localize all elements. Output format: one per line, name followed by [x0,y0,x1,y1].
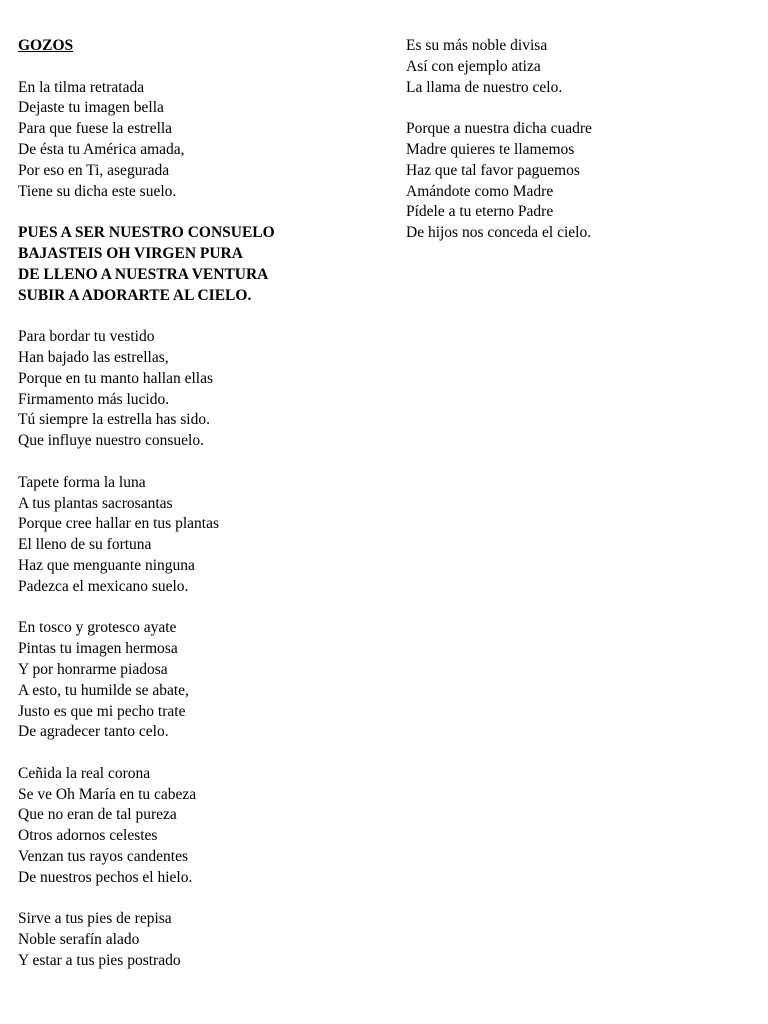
verse-line: Porque a nuestra dicha cuadre [406,120,592,138]
verse-line: De ésta tu América amada, [18,140,185,158]
right-stanzas [406,36,746,244]
verse-line: Porque en tu manto hallan ellas [18,369,213,387]
verse-line: Y estar a tus pies postrado [18,952,181,970]
verse-line: DE LLENO A NUESTRA VENTURA [18,265,269,283]
left-stanzas [18,78,388,972]
verse-line: De nuestros pechos el hielo. [18,868,193,886]
stanza [406,119,746,244]
verse-line: Padezca el mexicano suelo. [18,577,189,595]
verse-line: La llama de nuestro celo. [406,78,563,96]
verse-line: De agradecer tanto celo. [18,723,169,741]
verse-line: Y por honrarme piadosa [18,660,168,678]
stanza [18,764,388,889]
verse-line: El lleno de su fortuna [18,536,152,554]
verse-line: Firmamento más lucido. [18,390,170,408]
verse-line: De hijos nos conceda el cielo. [406,224,592,242]
verse-line: Dejaste tu imagen bella [18,99,164,117]
verse-line: BAJASTEIS OH VIRGEN PURA [18,244,243,262]
stanza [18,618,388,743]
verse-line: Para que fuese la estrella [18,120,173,138]
verse-line: Es su más noble divisa [406,37,548,54]
stanza [18,327,388,452]
right-column [406,36,746,244]
verse-line: Para bordar tu vestido [18,328,155,346]
verse-line: Haz que tal favor paguemos [406,161,580,179]
chorus-stanza [18,223,388,306]
verse-line: SUBIR A ADORARTE AL CIELO. [18,286,252,304]
verse-line: Se ve Oh María en tu cabeza [18,785,197,803]
verse-line: Tiene su dicha este suelo. [18,182,177,200]
verse-line: A esto, tu humilde se abate, [18,681,189,699]
stanza [406,36,746,98]
verse-line: Otros adornos celestes [18,827,158,845]
left-column [18,36,388,972]
verse-line: Noble serafín alado [18,931,140,949]
verse-line: Pintas tu imagen hermosa [18,640,178,658]
verse-line: Madre quieres te llamemos [406,140,575,158]
document-title: GOZOS [18,37,74,54]
verse-line: Amándote como Madre [406,182,554,200]
verse-line: Por eso en Ti, asegurada [18,161,170,179]
stanza [18,78,388,203]
verse-line: Venzan tus rayos candentes [18,848,189,866]
verse-line: Han bajado las estrellas, [18,348,169,366]
verse-line: Que influye nuestro consuelo. [18,432,204,450]
verse-line: Que no eran de tal pureza [18,806,177,824]
verse-line: Tapete forma la luna [18,473,146,491]
verse-line: Justo es que mi pecho trate [18,702,186,720]
verse-line: Tú siempre la estrella has sido. [18,411,210,429]
verse-line: Haz que menguante ninguna [18,556,195,574]
verse-line: Así con ejemplo atiza [406,57,541,75]
stanza [18,473,388,598]
verse-line: Ceñida la real corona [18,764,151,782]
verse-line: A tus plantas sacrosantas [18,494,173,512]
verse-line: Pídele a tu eterno Padre [406,203,554,221]
verse-line: Sirve a tus pies de repisa [18,910,172,928]
verse-line: En tosco y grotesco ayate [18,619,177,637]
verse-line: Porque cree hallar en tus plantas [18,515,219,533]
verse-line: PUES A SER NUESTRO CONSUELO [18,224,275,242]
verse-line: En la tilma retratada [18,78,145,96]
stanza [18,909,388,971]
